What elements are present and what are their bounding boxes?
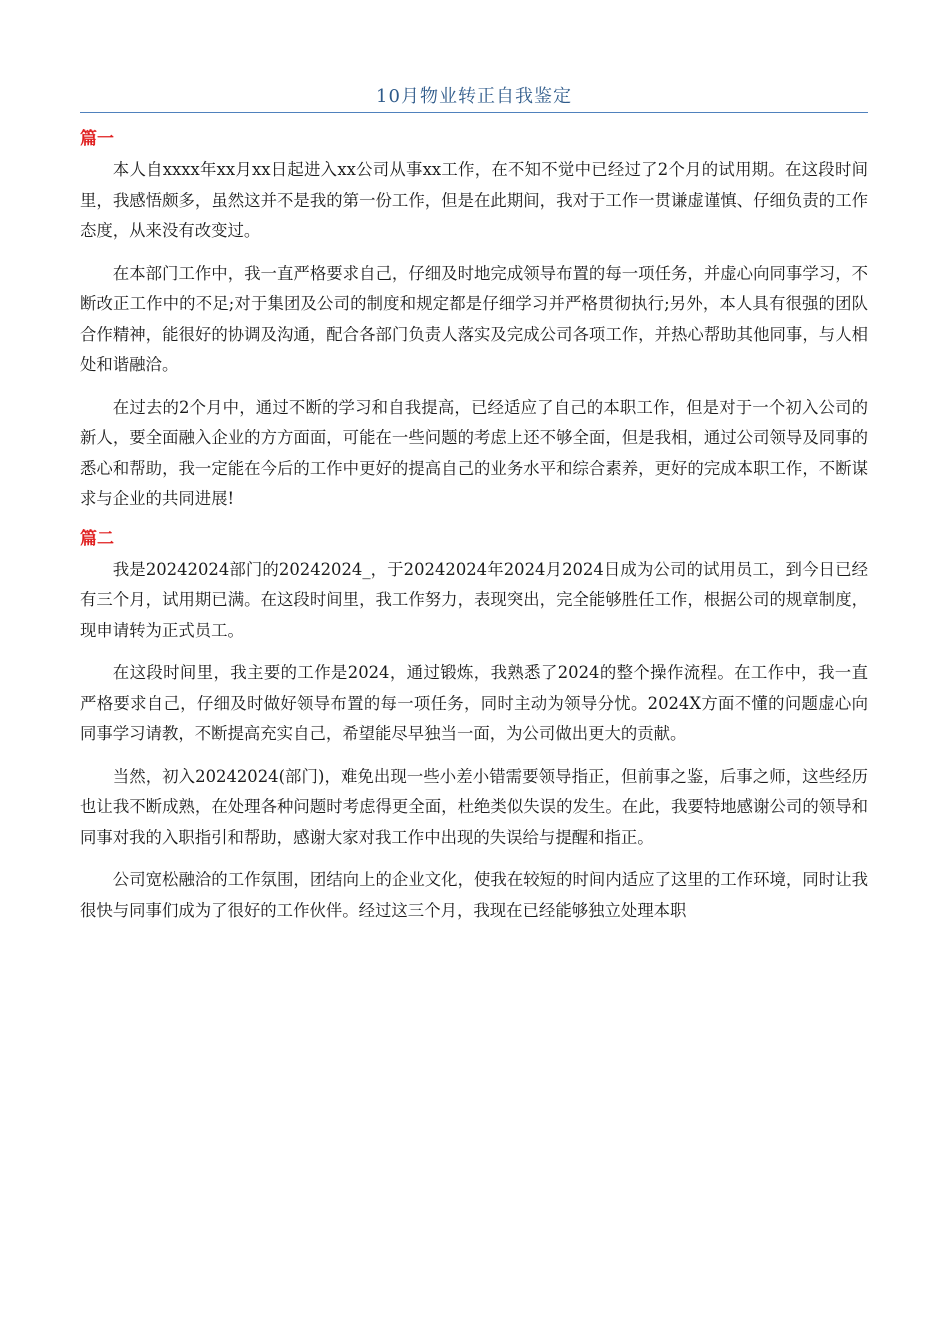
section-1-paragraph-2: 在本部门工作中，我一直严格要求自己，仔细及时地完成领导布置的每一项任务，并虚心向同事学习，不断改正工作中的不足;对于集团及公司的制度和规定都是仔细学习并严格贯彻执行;另外，本人具有很强的团队合作精神，能很好的协调及沟通，配合各部门负责人落实及完成公司各项工作，并热心帮助其他同事，与人相处和谐融洽。 — [80, 263, 868, 374]
document-title: 10月物业转正自我鉴定 — [376, 86, 572, 107]
section-2-paragraph-2: 在这段时间里，我主要的工作是2024，通过锻炼，我熟悉了2024的整个操作流程。在工作中，我一直严格要求自己，仔细及时做好领导布置的每一项任务，同时主动为领导分忧。2024X方面不懂的问题虚心向同事学习请教，不断提高充实自己，希望能尽早独当一面，为公司做出更大的贡献。 — [80, 663, 868, 743]
section-1-paragraph-3: 在过去的2个月中，通过不断的学习和自我提高，已经适应了自己的本职工作，但是对于一个初入公司的新人，要全面融入企业的方方面面，可能在一些问题的考虑上还不够全面，但是我相，通过公司领导及同事的悉心和帮助，我一定能在今后的工作中更好的提高自己的业务水平和综合素养，更好的完成本职工作，不断谋求与企业的共同进展! — [80, 397, 868, 508]
title-underline — [80, 112, 868, 113]
section-heading-2: 篇二 — [80, 528, 114, 549]
section-heading-1: 篇一 — [80, 129, 114, 149]
document-page — [80, 0, 868, 938]
section-2-paragraph-4: 公司宽松融洽的工作氛围，团结向上的企业文化，使我在较短的时间内适应了这里的工作环境，同时让我很快与同事们成为了很好的工作伙伴。经过这三个月，我现在已经能够独立处理本职 — [80, 870, 868, 920]
section-2-paragraph-3: 当然，初入20242024(部门)，难免出现一些小差小错需要领导指正，但前事之鉴，后事之师，这些经历也让我不断成熟，在处理各种问题时考虑得更全面，杜绝类似失误的发生。在此，我要特地感谢公司的领导和同事对我的入职指引和帮助，感谢大家对我工作中出现的失误给与提醒和指正。 — [80, 766, 868, 847]
section-1-paragraph-1: 本人自xxxx年xx月xx日起进入xx公司从事xx工作，在不知不觉中已经过了2个月的试用期。在这段时间里，我感悟颇多，虽然这并不是我的第一份工作，但是在此期间，我对于工作一贯谦虚谨慎、仔细负责的工作态度，从来没有改变过。 — [80, 160, 868, 240]
section-2-paragraph-1: 我是20242024部门的20242024_，于20242024年2024月2024日成为公司的试用员工，到今日已经有三个月，试用期已满。在这段时间里，我工作努力，表现突出，完全能够胜任工作，根据公司的规章制度，现申请转为正式员工。 — [80, 559, 868, 640]
